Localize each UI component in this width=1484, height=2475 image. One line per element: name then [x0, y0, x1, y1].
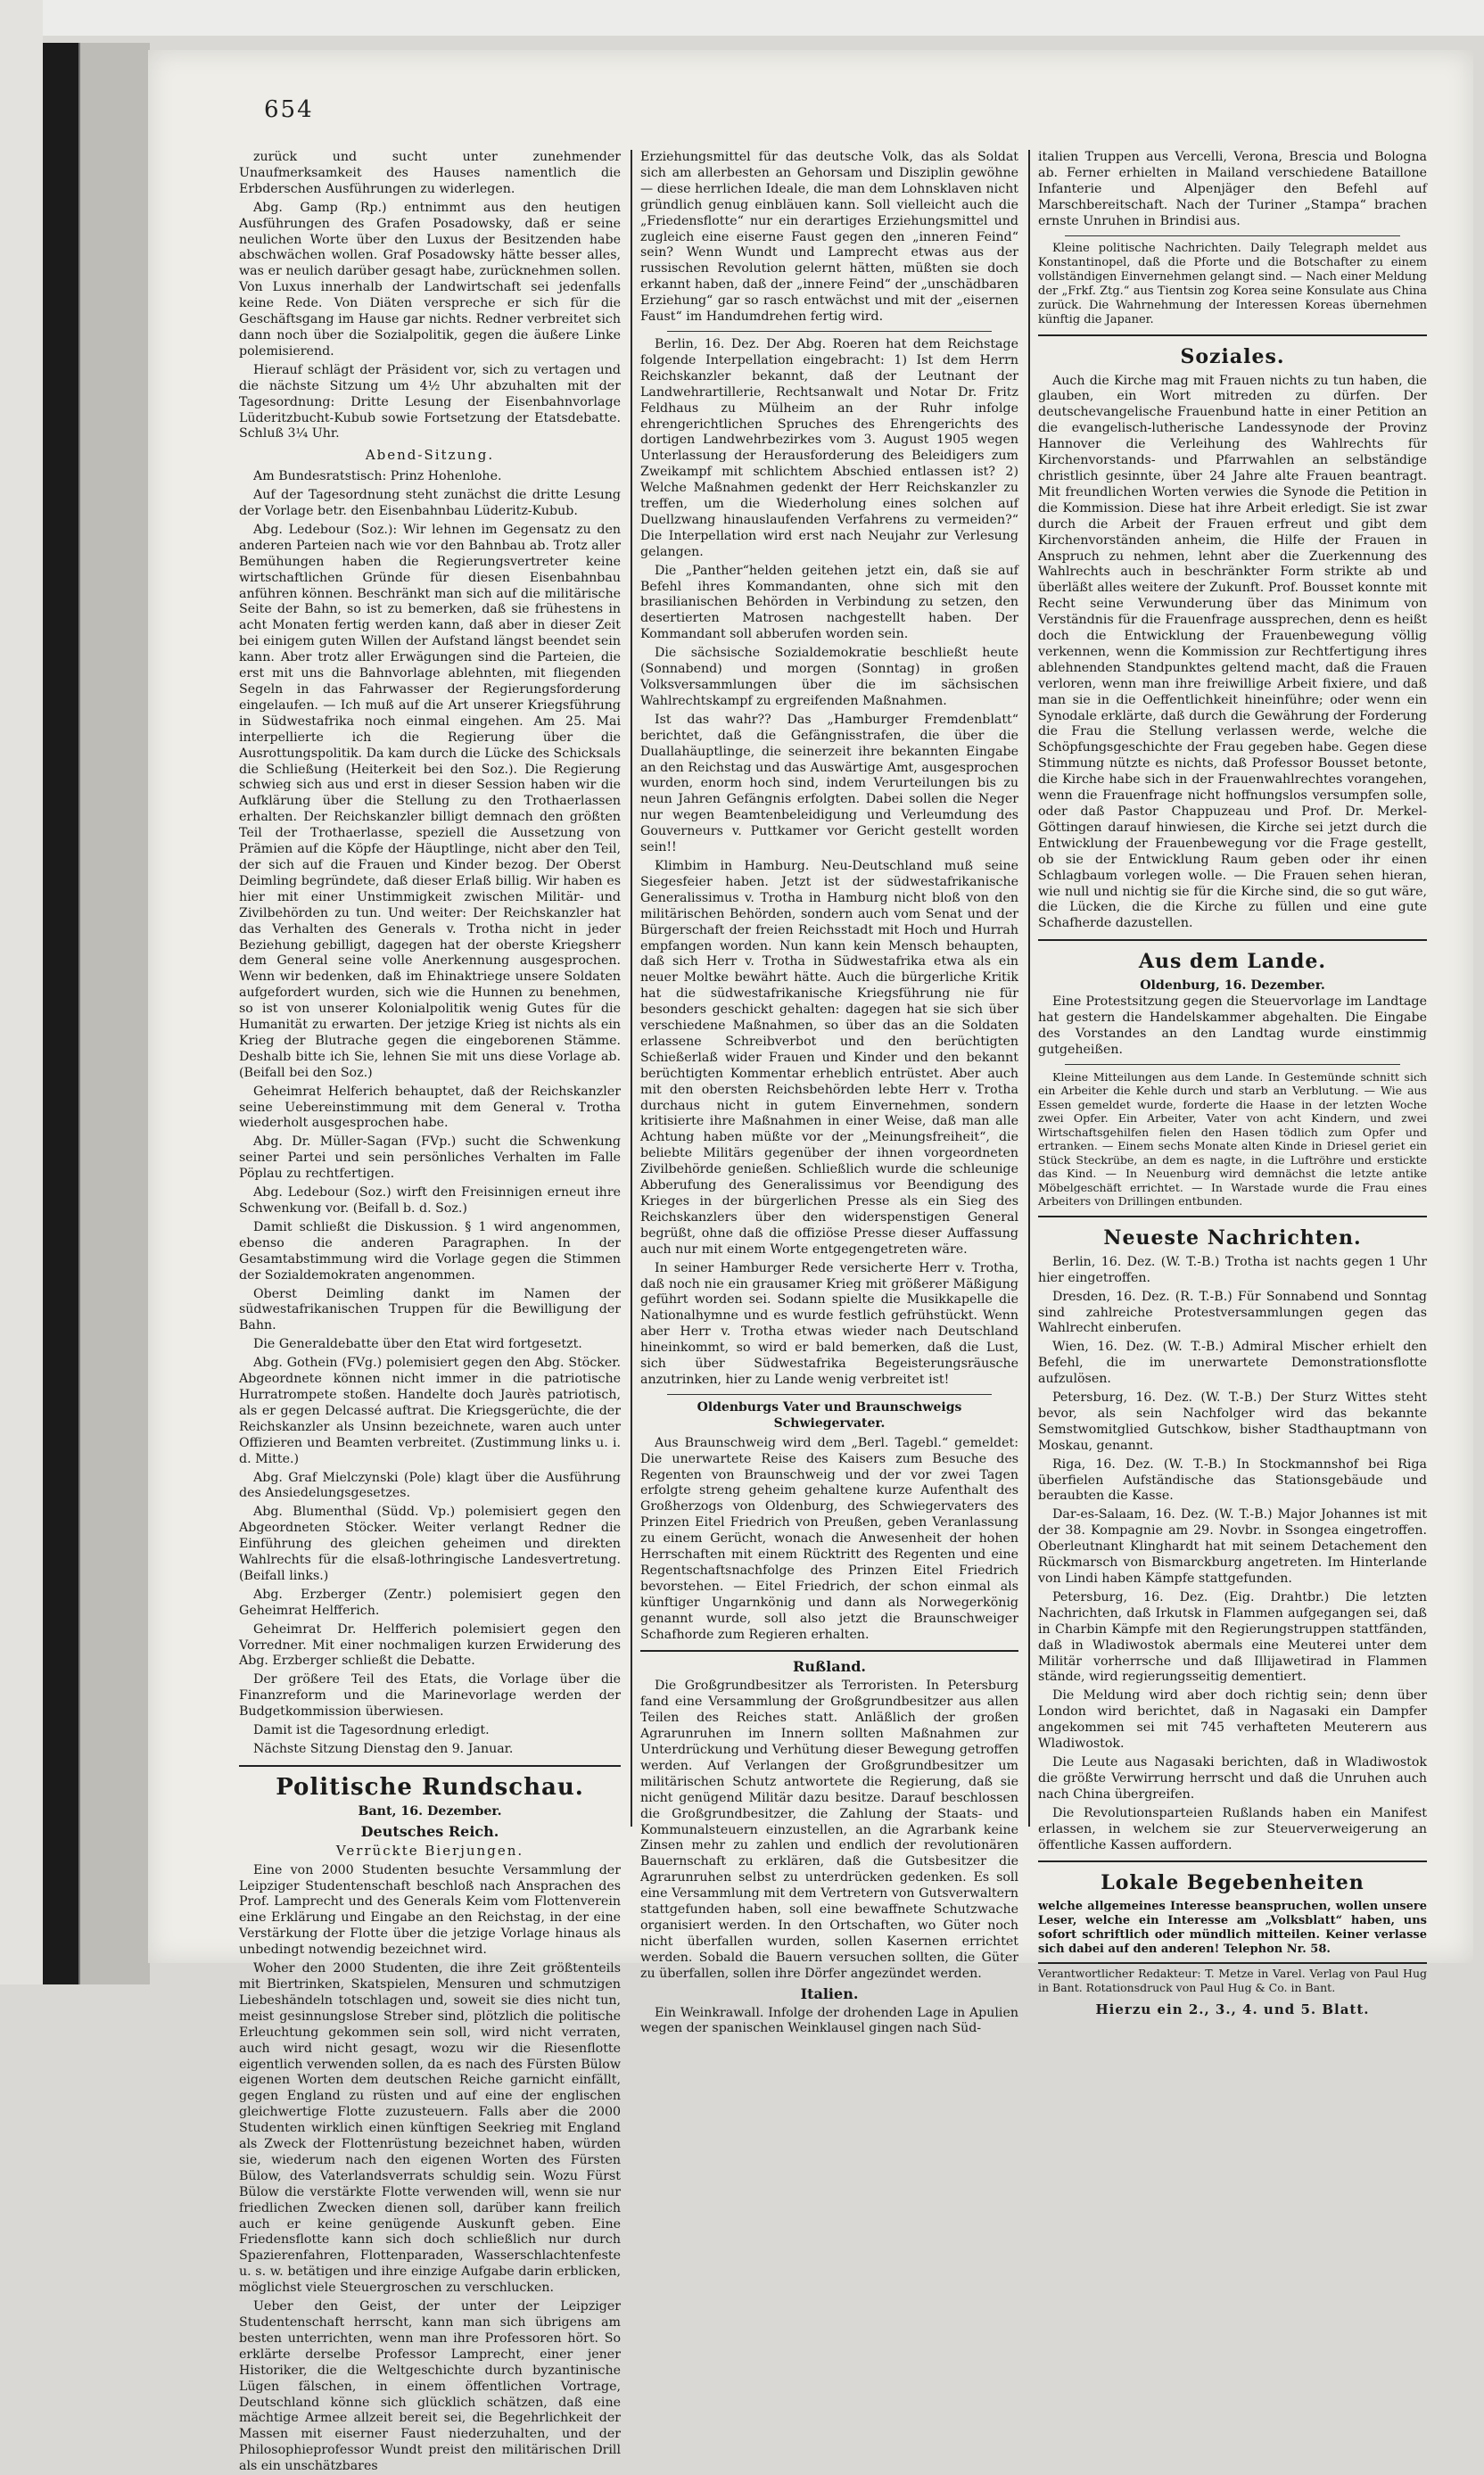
neueste-items	[1038, 1255, 1427, 1854]
italien-title: Italien.	[800, 1984, 859, 2002]
paragraph: Hierauf schlägt der Präsident vor, sich zu vertagen und die nächste Sitzung um 4½ Uhr abzuhalten mit der Tagesordnung: Dritte Lesung der Eisenbahnvorlage Lüderitzbucht-Kubub sowie Fortsetzung der Etatsdebatte. Schluß 3¼ Uhr.	[239, 362, 621, 441]
news-item: Petersburg, 16. Dez. (W. T.-B.) Der Sturz Wittes steht bevor, als sein Nachfolger wird das bekannte Semstwomitglied Gutschkow, bisher Stadthauptmann von Moskau, genannt.	[1038, 1390, 1427, 1453]
column-rule	[631, 150, 632, 1827]
article-text: Erziehungsmittel für das deutsche Volk, das als Soldat sich am allerbesten an Gehorsam und Disziplin gewöhne — diese herrlichen Ideale, die man dem Lohnsklaven nicht gründlich genug einbläuen kann. Soll vielleicht auch die „Friedensflotte“ nur ein derartiges Erziehungsmittel und zugleich eine eiserne Faust gegen den „inneren Feind“ sein? Wenn Wundt und Lamprecht etwas aus der russischen Revolution gelernt hätten, müßten sie doch erkannt haben, daß der „innere Feind“ der „unschädbaren Erziehung“ gar so rasch entwächst und mit der „eisernen Faust“ im Handumdrehen fertig wird.	[640, 150, 1018, 325]
paragraph: Der größere Teil des Etats, die Vorlage über die Finanzreform und die Marinevorlage werden der Budgetkommission überwiesen.	[239, 1672, 621, 1720]
rundschau-article	[239, 1863, 621, 2475]
section-divider	[640, 1650, 1018, 1652]
abend-sitzung-report	[239, 469, 621, 1758]
supplement-note: Hierzu ein 2., 3., 4. und 5. Blatt.	[1095, 2001, 1370, 2018]
section-divider	[1038, 1860, 1427, 1862]
divider	[1065, 1064, 1400, 1065]
news-item: Die Meldung wird aber doch richtig sein; denn über London wird berichtet, daß in Nagasaki ein Dampfer angekommen sei mit 745 verhafteten Meuterern aus Wladiwostok.	[1038, 1688, 1427, 1752]
paragraph: Eine von 2000 Studenten besuchte Versammlung der Leipziger Studentenschaft beschloß nach Ansprachen des Prof. Lamprecht und des Generals Keim vom Flottenverein eine Erklärung und Eingabe an den Reichstag, in der eine Verstärkung der Flotte über die jetzige Vorlage hinaus als unbedingt notwendig bezeichnet wird.	[239, 1862, 621, 1958]
paragraph: Nächste Sitzung Dienstag den 9. Januar.	[253, 1742, 514, 1756]
divider	[667, 1394, 992, 1395]
section-divider	[1038, 334, 1427, 336]
paragraph: Abg. Gamp (Rp.) entnimmt aus den heutigen Ausführungen des Grafen Posadowsky, daß er seine neulichen Worte über den Luxus der Besitzenden habe abschwächen wollen. Graf Posadowsky hätte besser alles, was er neulich darüber gesagt habe, zurücknehmen sollen. Von Luxus innerhalb der Landwirtschaft sei jedenfalls keine Rede. Von Diäten verspreche er sich für die Geschäftsgang im Hause gar nichts. Redner verbreitet sich dann noch über die Sozialpolitik, gegen die äußere Linke polemisierend.	[239, 200, 621, 359]
news-item: Berlin, 16. Dez. (W. T.-B.) Trotha ist nachts gegen 1 Uhr hier eingetroffen.	[1038, 1254, 1427, 1285]
news-item: Berlin, 16. Dez. Der Abg. Roeren hat dem Reichstage folgende Interpellation eingebracht: 1) Ist dem Herrn Reichskanzler bekannt, daß der Leutnant der Landwehrartillerie, Rechtsanwalt und Notar Dr. Fritz Feldhaus zu Mülheim an der Ruhr infolge ehrengerichtlichen Spruches des Ehrengerichts des dortigen Landwehrbezirkes vom 3. August 1905 wegen Unterlassung der Herausforderung des Beleidigers zum Zweikampf mit schlichtem Abschied entlassen ist? 2) Welche Maßnahmen gedenkt der Herr Reichskanzler zu treffen, um die Wiederholung eines solchen auf Duellzwang hinauslaufenden Verfahrens zu vermeiden?“ Die Interpellation wird erst nach Neujahr zur Verlesung gelangen.	[640, 336, 1018, 559]
paragraph: Abg. Dr. Müller-Sagan (FVp.) sucht die Schwenkung seiner Partei und sein persönliches Verhalten im Falle Pöplau zu rechtfertigen.	[239, 1134, 621, 1182]
paragraph: zurück und sucht unter zunehmender Unaufmerksamkeit des Hauses namentlich die Erbderschen Ausführungen zu widerlegen.	[239, 150, 621, 196]
paragraph: Abg. Erzberger (Zentr.) polemisiert gegen den Geheimrat Helfferich.	[239, 1587, 621, 1618]
politische-rundschau-title: Politische Rundschau.	[276, 1773, 584, 1801]
reichstag-report	[239, 150, 621, 442]
news-item: Dresden, 16. Dez. (R. T.-B.) Für Sonnabend und Sonntag sind zahlreiche Protestversammlungen gegen das Wahlrecht einberufen.	[1038, 1289, 1427, 1336]
news-item: Wien, 16. Dez. (W. T.-B.) Admiral Mischer erhielt den Befehl, die im unerwartete Demonstrationsflotte aufzulösen.	[1038, 1340, 1427, 1387]
news-item: In seiner Hamburger Rede versicherte Herr v. Trotha, daß noch nie ein grausamer Krieg mit größerer Mäßigung geführt worden sei. Sodann spielte die Musikkapelle die Nationalhymne und es wurde festlich gefrühstückt. Wenn aber Herr v. Trotha etwas wieder nach Deutschland hineinkommt, so wird er bald bemerken, daß die Lust, sich über Südwestafrika Begeisterungsräusche anzutrinken, hier zu Lande wenig verbreitet ist!	[640, 1260, 1018, 1387]
article-title: Verrückte Bierjungen.	[335, 1842, 524, 1859]
lokale-text: welche allgemeines Interesse beanspruchen, wollen unsere Leser, welche ein Interesse am „Volksblatt“ haben, uns sofort schriftlich oder mündlich mitteilen. Keiner verlasse sich dabei auf den anderen! Telephon Nr. 58.	[1038, 1900, 1427, 1957]
lande-kleine-mitteilungen: Kleine Mitteilungen aus dem Lande. In Gestemünde schnitt sich ein Arbeiter die Kehle durch und starb an Verblutung. — Wie aus Essen gemeldet wurde, forderte die Haase in der letzten Woche zwei Opfer. Ein Arbeiter, Vater von acht Kindern, und zwei Wirtschaftsgehilfen fielen den Hasen tödlich zum Opfer und ertranken. — Einem sechs Monate alten Kinde in Driesel geriet ein Stück Steckrübe, an dem es nagte, in die Luftröhre und erstickte das Kind. — In Neuenburg wird demnächst die letzte antike Möbelgeschäft errichtet. — In Warstade wurde die Frau eines Arbeiters von Drillingen entbunden.	[1038, 1069, 1427, 1209]
paragraph: Abg. Ledebour (Soz.) wirft den Freisinnigen erneut ihre Schwenkung vor. (Beifall b. d. Soz.)	[239, 1185, 621, 1216]
imprint: Verantwortlicher Redakteur: T. Metze in Varel. Verlag von Paul Hug in Bant. Rotationsdruck von Paul Hug & Co. in Bant.	[1038, 1962, 1427, 1995]
lokale-begebenheiten-title: Lokale Begebenheiten	[1101, 1871, 1364, 1895]
news-item: Die Leute aus Nagasaki berichten, daß in Wladiwostok die größte Verwirrung herrscht und daß die Unruhen auch nach China übergreifen.	[1038, 1754, 1427, 1802]
paragraph: Damit ist die Tagesordnung erledigt.	[253, 1723, 490, 1738]
paragraph: Abg. Gothein (FVg.) polemisiert gegen den Abg. Stöcker. Abgeordnete können nicht immer in die patriotische Hurratrompete stoßen. Handelte doch Jaurès patriotisch, als er gegen Delcassé auftrat. Die Kriegsgerüchte, die der Reichskanzler als Unsinn bezeichnete, waren auch unter Offizieren und Beamten verbreitet. (Zustimmung links u. i. d. Mitte.)	[239, 1356, 621, 1466]
dateline: Oldenburg, 16. Dezember.	[1140, 978, 1325, 994]
news-item: Petersburg, 16. Dez. (Eig. Drahtbr.) Die letzten Nachrichten, daß Irkutsk in Flammen aufgegangen sei, daß in Charbin Kämpfe mit den Regierungstruppen stattfänden, daß in Wladiwostok abermals eine Meuterei unter dem Militär vorherrsche und daß Illijawetirad in Flammen stände, wird regierungsseitig dementiert.	[1038, 1589, 1427, 1685]
paragraph: Woher den 2000 Studenten, die ihre Zeit größtenteils mit Biertrinken, Skatspielen, Mensuren und schmutzigen Liebeshändeln totschlagen und, soweit sie dies nicht tun, meist gesinnungslose Streber sind, plötzlich die politische Erleuchtung gekommen sein soll, wird nicht verraten, auch wird nicht gesagt, wozu wir die Riesenflotte eigentlich verwenden sollen, da es nach des Fürsten Bülow eigenen Worten dem deutschen Reiche garnicht einfällt, gegen England zu rüsten und auf eine der englischen gleichwertige Flotte zuzusteuern. Falls aber die 2000 Studenten wirklich einen künftigen Seekrieg mit England als Zweck der Flottenrüstung bezeichnet haben, würden sie, wiederum nach den eigenen Worten des Fürsten Bülow, des Vaterlandsverrats schuldig sein. Wozu Fürst Bülow die verstärkte Flotte verwenden will, wenn sie nur friedlichen Zwecken dienen soll, darüber kann freilich auch er keine genügende Auskunft geben. Eine Friedensflotte kann sich doch schließlich nur durch Spazierenfahren, Flottenparaden, Wasserschlachtenfeste u. s. w. betätigen und ihre einzige Aufgabe darin erblicken, möglichst viele Steuergroschen zu verschlucken.	[239, 1961, 621, 2296]
lande-text: Eine Protestsitzung gegen die Steuervorlage im Landtage hat gestern die Handelskammer abgehalten. Die Eingabe des Vorstandes an den Landtag wurde einstimmig gutgeheißen.	[1038, 994, 1427, 1057]
scan-top-margin	[0, 0, 1484, 36]
article-text: italien Truppen aus Vercelli, Verona, Brescia und Bologna ab. Ferner erhielten in Mailand verschiedene Bataillone Infanterie und Alpenjäger den Befehl auf Marschbereitschaft. Nach der Turiner „Stampa“ brachen ernste Unruhen in Brindisi aus.	[1038, 150, 1427, 228]
oldenburg-title: Oldenburgs Vater und Braunschweigs Schwiegervater.	[697, 1399, 962, 1431]
russland-title: Rußland.	[793, 1658, 866, 1676]
divider	[667, 331, 992, 332]
section-divider	[1038, 1216, 1427, 1217]
dateline: Bant, 16. Dezember.	[358, 1803, 502, 1819]
aus-dem-lande-title: Aus dem Lande.	[1138, 950, 1327, 974]
paragraph: Ueber den Geist, der unter der Leipziger Studentenschaft herrscht, kann man sich übrigens am besten unterrichten, wenn man ihre Professoren hört. So erklärte derselbe Professor Lamprecht, einer jener Historiker, die die Weltgeschichte durch byzantinische Lügen fälschen, in einem öffentlichen Vortrage, Deutschland könne sich glücklich schätzen, daß eine mächtige Armee allzeit bereit sei, die Begehrlichkeit der Massen mit eiserner Faust niederzuhalten, und der Philosophieprofessor Wundt preist den militärischen Drill als ein unschätzbares	[239, 2299, 621, 2474]
news-item: Die „Panther“helden geitehen jetzt ein, daß sie auf Befehl ihres Kommandanten, ohne sich mit den brasilianischen Behörden in Verbindung zu setzen, den desertierten Matrosen nachgestellt haben. Der Kommandant soll abberufen worden sein.	[640, 563, 1018, 642]
news-item: Riga, 16. Dez. (W. T.-B.) In Stockmannshof bei Riga überfielen Aufständische das Stationsgebäude und beraubten die Kasse.	[1038, 1456, 1427, 1504]
column-middle	[640, 150, 1018, 2036]
paragraph: Am Bundesratstisch: Prinz Hohenlohe.	[253, 469, 502, 484]
news-item: Ist das wahr?? Das „Hamburger Fremdenblatt“ berichtet, daß die Gefängnisstrafen, die über die Duallahäuptlinge, die seinerzeit ihre bekannten Eingabe an den Reichstag und das Auswärtige Amt, ausgesprochen wurden, enorm hoch sind, indem Verurteilungen bis zu neun Jahren Gefängnis erfolgten. Dabei sollen die Neger nur wegen Beamtenbeleidigung und Verleumdung des Gouverneurs v. Puttkamer vor Gericht gestellt worden sein!!	[640, 712, 1018, 855]
news-item: Klimbim in Hamburg. Neu-Deutschland muß seine Siegesfeier haben. Jetzt ist der südwestafrikanische Generalissimus v. Trotha in Hamburg nicht bloß von den militärischen Behörden, sondern auch vom Senat und der Bürgerschaft der freien Reichsstadt mit Hoch und Hurrah empfangen worden. Nun kann kein Mensch behaupten, daß sich Herr v. Trotha in Südwestafrika etwa als ein neuer Moltke bewährt hätte. Auch die bürgerliche Kritik hat die südwestafrikanische Kriegsführung nie für besonders geschickt gehalten: dagegen hat sie sich über verschiedene Maßnahmen, so über das an die Soldaten erlassene Schreibverbot und den berüchtigten Schießerlaß wider Frauen und Kinder und den bekannt berüchtigten Kommentar erheblich entrüstet. Aber auch mit den obersten Reichsbehörden lebte Herr v. Trotha durchaus nicht in gutem Einvernehmen, sondern kritisierte ihre Maßnahmen in einer Weise, daß man alle Achtung haben müßte vor der „Meinungsfreiheit“, die beliebte Militärs gegenüber der ihnen vorgeordneten Zivilbehörde genießen. Schließlich wurde die schleunige Abberufung des Generalissimus vor Beendigung des Krieges in der bürgerlichen Presse als ein Sieg des Reichskanzlers über den widerspenstigen General begrüßt, ohne daß die offiziöse Presse dieser Auffassung auch nur mit einem Worte entgegengetreten wäre.	[640, 858, 1018, 1257]
section-divider	[1038, 939, 1427, 941]
section-divider	[239, 1765, 621, 1767]
paragraph: Abg. Blumenthal (Südd. Vp.) polemisiert gegen den Abgeordneten Stöcker. Weiter verlangt Redner die Einführung des gleichen geheimen und direkten Wahlrechts für die elsaß-lothringische Landesvertretung. (Beifall links.)	[239, 1505, 621, 1583]
news-item: Die sächsische Sozialdemokratie beschließt heute (Sonnabend) und morgen (Sonntag) in großen Volksversammlungen über die im sächsischen Wahlrechtskampf zu ergreifenden Maßnahmen.	[640, 646, 1018, 708]
neueste-nachrichten-title: Neueste Nachrichten.	[1103, 1225, 1362, 1250]
divider	[1065, 235, 1400, 236]
soziales-title: Soziales.	[1180, 344, 1285, 368]
paragraph: Geheimrat Helferich behauptet, daß der Reichskanzler seine Uebereinstimmung mit dem General v. Trotha wiederholt ausgesprochen habe.	[239, 1084, 621, 1131]
paragraph: Oberst Deimling dankt im Namen der südwestafrikanischen Truppen für die Bewilligung der Bahn.	[239, 1286, 621, 1333]
deutsches-reich-title: Deutsches Reich.	[360, 1822, 499, 1840]
column-rule	[1028, 150, 1030, 1827]
abend-sitzung-title: Abend-Sitzung.	[365, 447, 495, 464]
book-binding	[43, 43, 78, 1984]
news-item: Dar-es-Salaam, 16. Dez. (W. T.-B.) Major Johannes ist mit der 38. Kompagnie am 29. Novbr. in Ssongea eingetroffen. Oberleutnant Klinghardt hat mit seinem Detachement den Rückmarsch von Bismarckburg angetreten. Im Hinterlande von Lindi haben Kämpfe stattgefunden.	[1038, 1507, 1427, 1586]
oldenburg-text: Aus Braunschweig wird dem „Berl. Tagebl.“ gemeldet: Die unerwartete Reise des Kaisers zum Besuche des Regenten von Braunschweig und der vor zwei Tagen erfolgte streng geheim gehaltene kurze Aufenthalt des Großherzogs von Oldenburg, des Schwiegervaters des Prinzen Eitel Friedrich von Preußen, geben Veranlassung zu einem Gerücht, wonach die Anwesenheit der hohen Herrschaften mit einem Rücktritt des Regenten und eine Regentschaftsnachfolge des Prinzen Eitel Friedrich bevorstehen. — Eitel Friedrich, der schon einmal als künftiger Ungarnkönig und dann als Norwegerkönig genannt wurde, soll also jetzt die Braunschweiger Schafhorde zum Regieren erhalten.	[640, 1435, 1018, 1642]
soziales-text: Auch die Kirche mag mit Frauen nichts zu tun haben, die glauben, ein Wort mitreden zu dürfen. Der deutschevangelische Frauenbund hatte in einer Petition an die evangelisch-lutherische Landessynode der Provinz Hannover die Verleihung des Wahlrechts für Kirchenvorstands- und Pfarrwahlen an selbständige christlich gesinnte, über 24 Jahre alte Frauen beantragt. Mit freundlichen Worten verwies die Synode die Petition in die Kommission. Diese hat ihre Arbeit erledigt. Sie ist zwar durch die Arbeit der Frauen erfreut und gibt dem Kirchenvorständen anheim, die Hilfe der Frauen in Anspruch zu nehmen, lehnt aber die Zuerkennung des Wahlrechts auch in beschränkter Form strikte ab und überläßt alles weitere der Zukunft. Prof. Bousset konnte mit Recht seine Verwunderung über das Minimum von Verständnis für die Frauenfrage aussprechen, denn es heißt doch die Entwicklung der Frauenbewegung völlig verkennen, wenn die Kommission zur Rechtfertigung ihres ablehnenden Standpunktes geltend macht, daß die Frauen verloren, wenn man ihre freiwillige Arbeit fixiere, und daß man sie in die Oeffentlichkeit hineinführe; oder wenn ein Synodale erklärte, daß durch die Gewährung der Forderung die Frau die Stellung verlassen werde, welche die Schöpfungsgeschichte der Frau gegeben habe. Gegen diese Stimmung nützte es nichts, daß Professor Bousset betonte, die Kirche habe sich in der Frauenwahlrechtes vorangehen, wenn die Frauenfrage nicht hoffnungslos versumpfen solle, oder daß Pastor Chappuzeau und Prof. Dr. Merkel-Göttingen darauf hinwiesen, die Kirche sei jetzt durch die Entwicklung der Frauenbewegung vor die Frage gestellt, ob sie der Entwicklung Raum geben oder ihr einen Schlagbaum vorlegen wolle. — Die Frauen sehen hieran, wie null und nichtig sie für die Kirche sind, die so gut wäre, die Lücken, die die Kirche zu füllen und eine gute Schafherde dazustellen.	[1038, 373, 1427, 931]
binding-edge	[78, 43, 150, 1984]
kleine-nachrichten: Kleine politische Nachrichten. Daily Telegraph meldet aus Konstantinopel, daß die Pforte und die Botschafter zu einem vollständigen Einvernehmen gelangt sind. — Nach einer Meldung der „Frkf. Ztg.“ aus Tientsin zog Korea seine Konsulate aus China zurück. Die Wahrnehmung der Interessen Koreas übernehmen künftig die Japaner.	[1038, 241, 1427, 326]
russland-text: Die Großgrundbesitzer als Terroristen. In Petersburg fand eine Versammlung der Großgrundbesitzer aus allen Teilen des Reiches statt. Anläßlich der großen Agrarunruhen im Innern sollten Maßnahmen zur Unterdrückung und Verhütung dieser Bewegung getroffen werden. Auf Verlangen der Großgrundbesitzer um militärischen Schutz antwortete die Regierung, daß sie nicht genügend Militär dazu besitze. Darauf beschlossen die Großgrundbesitzer, die Zahlung der Staats- und Kommunalsteuern einzustellen, an die Agrarbank keine Zinsen mehr zu zahlen und endlich der revolutionären Bauernschaft zu erklären, daß die Gutsbesitzer die Agrarunruhen selbst zu unterdrücken gedenken. Es soll eine Versammlung mit dem Vertretern von Gutsverwaltern stattgefunden haben, soll eine bewaffnete Schutzwache organisiert werden. In den Ortschaften, wo Güter noch nicht überfallen wurden, sollen Kasernen errichtet werden. Sobald die Bauern versuchen sollten, die Güter zu überfallen, sollen ihre Dörfer angezündet werden.	[640, 1679, 1018, 1981]
column-left	[239, 150, 621, 2474]
paragraph: Auf der Tagesordnung steht zunächst die dritte Lesung der Vorlage betr. den Eisenbahnbau Lüderitz-Kubub.	[239, 488, 621, 519]
page-number: 654	[264, 96, 314, 123]
paragraph: Damit schließt die Diskussion. § 1 wird angenommen, ebenso die anderen Paragraphen. In der Gesamtabstimmung wird die Vorlage gegen die Stimmen der Sozialdemokraten angenommen.	[239, 1219, 621, 1283]
italien-text: Ein Weinkrawall. Infolge der drohenden Lage in Apulien wegen der spanischen Weinklausel gingen nach Süd-	[640, 2005, 1018, 2036]
scan-left-margin	[0, 0, 43, 1984]
paragraph: Die Generaldebatte über den Etat wird fortgesetzt.	[253, 1337, 582, 1352]
paragraph: Abg. Ledebour (Soz.): Wir lehnen im Gegensatz zu den anderen Parteien nach wie vor den Bahnbau ab. Trotz aller Bemühungen haben die Regierungsvertreter keine wirtschaftlichen Gründe für diesen Eisenbahnbau anführen können. Beschränkt man sich auf die militärische Seite der Bahn, so ist zu bemerken, daß sie frühestens in acht Monaten fertig werden kann, daß aber in dieser Zeit bei einigem guten Willen der Aufstand längst beendet sein kann. Aber trotz aller Erwägungen sind die Parteien, die erst mit uns die Bahnvorlage ablehnten, mit fliegenden Segeln in das Fahrwasser der Regierungsforderung eingelaufen. — Ich muß auf die Art unserer Kriegsführung in Südwestafrika noch einmal eingehen. Am 25. Mai interpellierte ich die Regierung über die Ausrottungspolitik. Da kam durch die Lücke des Schicksals die Schließung (Heiterkeit bei den Soz.). Die Regierung schwieg sich aus und erst in dieser Session haben wir die Aufklärung über die Stellung zu den Trothaerlassen erhalten. Der Reichskanzler billigt demnach den größten Teil der Trothaerlasse, speziell die Aussetzung von Prämien auf die Köpfe der Häuptlinge, nicht aber den Teil, der sich auf die Frauen und Kinder bezog. Der Oberst Deimling begründete, daß dieser Erlaß billig. Wir haben es hier mit einer Unstimmigkeit zwischen Militär- und Zivilbehörden zu tun. Und weiter: Der Reichskanzler hat das Verhalten des Generals v. Trotha nicht in jeder Beziehung gebilligt, dagegen hat der oberste Kriegsherr dem General seine volle Anerkennung ausgesprochen. Wenn wir bedenken, daß im Ehinaktriege unsere Soldaten aufgefordert wurden, sich wie die Hunnen zu benehmen, so ist von unserer Kolonialpolitik wenig Gutes für die Humanität zu erwarten. Der jetzige Krieg ist nichts als ein Krieg der Blutrache gegen die eingeborenen Stämme. Deshalb bitte ich Sie, lehnen Sie mit uns diese Vorlage ab. (Beifall bei den Soz.)	[239, 522, 621, 1080]
news-items	[640, 337, 1018, 1389]
column-right	[1038, 150, 1427, 2018]
paragraph: Abg. Graf Mielczynski (Pole) klagt über die Ausführung des Ansiedelungsgesetzes.	[239, 1470, 621, 1501]
news-item: Die Revolutionsparteien Rußlands haben ein Manifest erlassen, in welchem sie zur Steuerverweigerung an öffentliche Kassen auffordern.	[1038, 1805, 1427, 1852]
paragraph: Geheimrat Dr. Helfferich polemisiert gegen den Vorredner. Mit einer nochmaligen kurzen Erwiderung des Abg. Erzberger schließt die Debatte.	[239, 1621, 621, 1669]
